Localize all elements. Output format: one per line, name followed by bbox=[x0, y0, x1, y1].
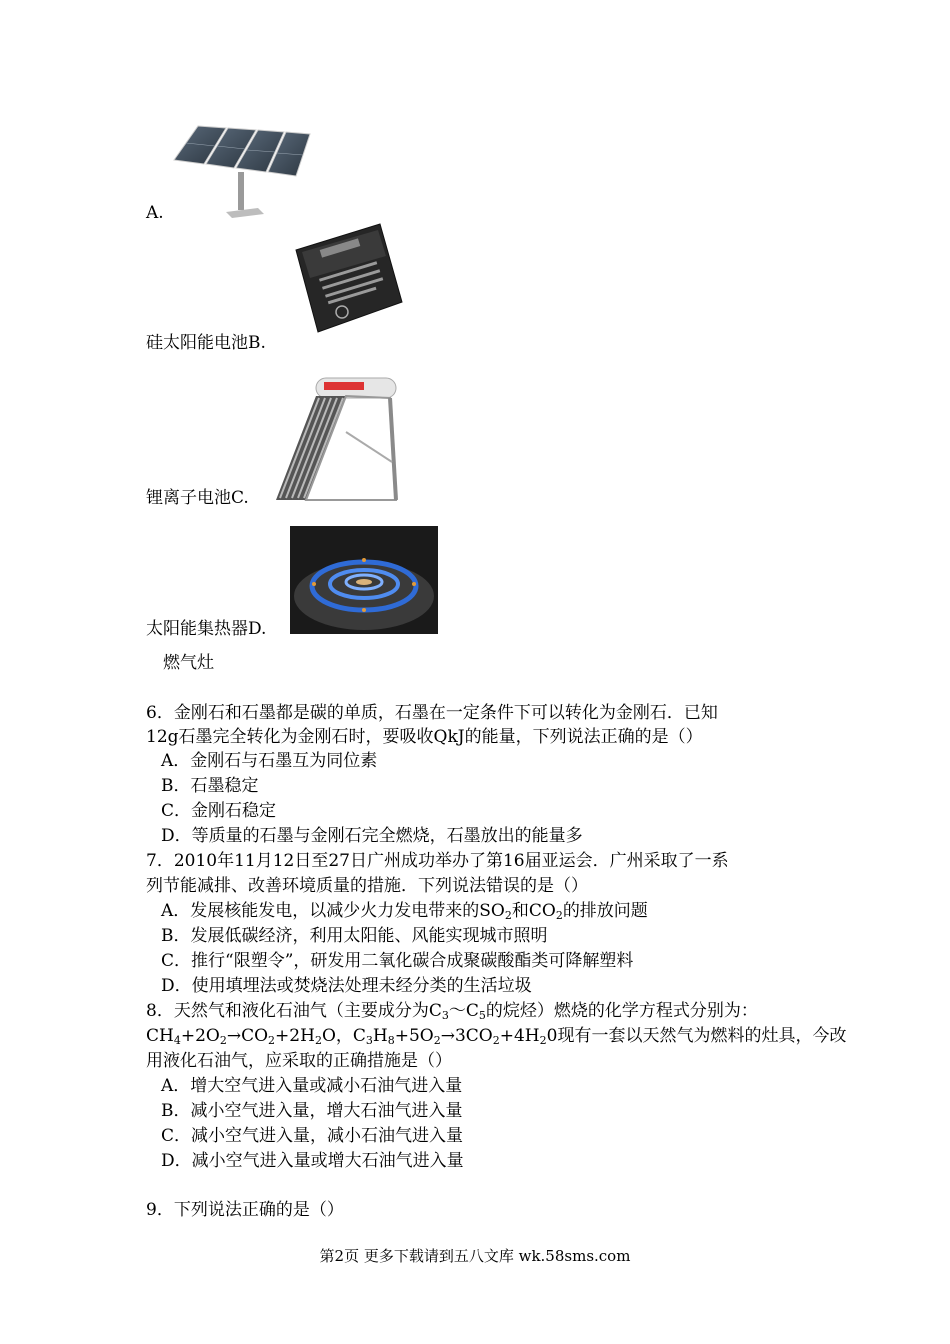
q7-option-a: A．发展核能发电，以减少火力发电带来的$SO_2$和$CO_2$的排放问题 bbox=[161, 901, 648, 922]
q8-equation-line: $CH_4+2O_2\to CO_2+2H_2O$，$C_3H_8+5O_2\to 3CO_2+4H_20$现有一套以天然气为燃料的灶具，今改 bbox=[146, 1026, 847, 1047]
option-d-label: 太阳能集热器D. bbox=[146, 619, 267, 639]
page-footer: 第2页 更多下载请到五八文库 wk.58sms.com bbox=[319, 1247, 631, 1265]
solar-water-heater-image bbox=[272, 372, 402, 504]
q6-option-b: B．石墨稳定 bbox=[161, 776, 259, 796]
q8-line1: 8．天然气和液化石油气（主要成分为$C_3\sim C_5$的烷烃）燃烧的化学方程式分别为： bbox=[146, 1001, 758, 1022]
q6-line2: 12g石墨完全转化为金刚石时，要吸收QkJ的能量，下列说法正确的是（） bbox=[146, 727, 703, 747]
lithium-battery-image bbox=[290, 220, 408, 338]
q8-option-c: C．减小空气进入量，减小石油气进入量 bbox=[161, 1126, 464, 1146]
q8-option-d: D．减小空气进入量或增大石油气进入量 bbox=[161, 1151, 464, 1171]
option-c-label: 锂离子电池C. bbox=[146, 488, 249, 508]
q7-line1: 7．2010年11月12日至27日广州成功举办了第16届亚运会．广州采取了一系 bbox=[146, 851, 729, 871]
q6-option-d: D．等质量的石墨与金刚石完全燃烧，石墨放出的能量多 bbox=[161, 826, 583, 846]
q7-line2: 列节能减排、改善环境质量的措施．下列说法错误的是（） bbox=[146, 876, 588, 896]
q9-line1: 9．下列说法正确的是（） bbox=[146, 1200, 344, 1220]
solar-panel-image bbox=[168, 122, 318, 220]
q6-option-c: C．金刚石稳定 bbox=[161, 801, 277, 821]
q8-option-b: B．减小空气进入量，增大石油气进入量 bbox=[161, 1101, 463, 1121]
q7-option-d: D．使用填埋法或焚烧法处理未经分类的生活垃圾 bbox=[161, 976, 532, 996]
q6-option-a: A．金刚石与石墨互为同位素 bbox=[161, 751, 378, 771]
option-b-label: 硅太阳能电池B. bbox=[146, 333, 266, 353]
option-a-label: A. bbox=[146, 203, 164, 223]
q6-line1: 6．金刚石和石墨都是碳的单质，石墨在一定条件下可以转化为金刚石．已知 bbox=[146, 703, 718, 723]
option-d-caption: 燃气灶 bbox=[163, 653, 214, 673]
gas-stove-image bbox=[290, 526, 438, 634]
q8-option-a: A．增大空气进入量或减小石油气进入量 bbox=[161, 1076, 463, 1096]
q7-option-c: C．推行“限塑令”，研发用二氧化碳合成聚碳酸酯类可降解塑料 bbox=[161, 951, 634, 971]
q8-line3: 用液化石油气，应采取的正确措施是（） bbox=[146, 1051, 452, 1071]
q7-option-b: B．发展低碳经济，利用太阳能、风能实现城市照明 bbox=[161, 926, 548, 946]
